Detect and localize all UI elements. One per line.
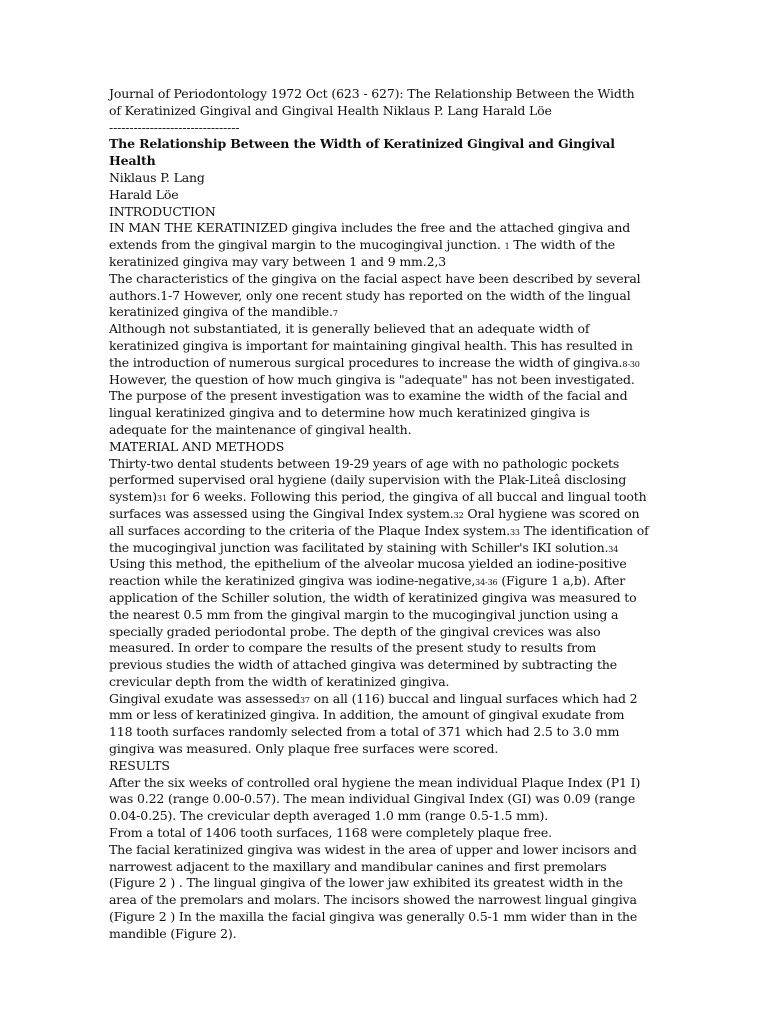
author-2: Harald Löe xyxy=(109,186,179,202)
citation-ref: 37 xyxy=(299,695,310,705)
separator-line: -------------------------------- xyxy=(109,119,240,135)
citation-ref: 34-36 xyxy=(475,578,498,588)
citation-ref: 34 xyxy=(608,544,619,554)
results-paragraph-3: The facial keratinized gingiva was widest in the area of upper and lower incisors and narrowest adjacent to the maxillary and mandibular canines and first premolars (Figure 2 ) . The lingual gingiva of the lower jaw exhibited its greatest width in the area of the premolars and molars. The incisors showed the narrowest lingual gingiva (Figure 2 ) In the maxilla the facial gingiva was generally 0.5-1 mm wider than in the mandible (Figure 2). xyxy=(109,841,638,941)
intro-paragraph-1: IN MAN THE KERATINIZED gingiva includes the free and the attached gingiva and extends from the gingival margin to the mucogingival junction. 1 The width of the keratinized gingiva may vary between 1 and 9 mm.2,3 xyxy=(109,220,631,269)
citation-line-2: of Keratinized Gingival and Gingival Health Niklaus P. Lang Harald Löe xyxy=(109,102,552,118)
citation-ref: 31 xyxy=(157,494,167,504)
author-1: Niklaus P. Lang xyxy=(109,169,205,185)
document-page xyxy=(109,86,649,943)
section-heading-introduction: INTRODUCTION xyxy=(109,203,216,219)
citation-ref: 32 xyxy=(453,510,464,520)
intro-paragraph-2: The characteristics of the gingiva on the facial aspect have been described by several authors.1-7 However, only one recent study has reported on the width of the lingual keratinized gingiva of the mandible.7 xyxy=(109,270,641,320)
results-paragraph-2: From a total of 1406 tooth surfaces, 1168 were completely plaque free. xyxy=(109,825,552,841)
citation-ref: 33 xyxy=(509,527,520,537)
section-heading-methods: MATERIAL AND METHODS xyxy=(109,438,285,454)
methods-paragraph-1: Thirty-two dental students between 19-29 years of age with no pathologic pockets performed supervised oral hygiene (daily supervision with the Plak-Liteâ disclosing system)31 for 6 weeks. Following this period, the gingiva of all buccal and lingual tooth surfaces was assessed using the Gingival Index system.32 Oral hygiene was scored on all surfaces according to the criteria of the Plaque Index system.33 The identification of the mucogingival junction was facilitated by staining with Schiller's IKI solution.34 Using this method, the epithelium of the alveolar mucosa yielded an iodine-positive reaction while the keratinized gingiva was iodine-negative,34-36 (Figure 1 a,b). After application of the Schiller solution, the width of keratinized gingiva was measured to the nearest 0.5 mm from the gingival margin to the mucogingival junction using a specially graded periodontal probe. The depth of the gingival crevices was also measured. In order to compare the results of the present study to results from previous studies the width of attached gingiva was determined by subtracting the crevicular depth from the width of keratinized gingiva. xyxy=(109,455,649,689)
intro-paragraph-3: Although not substantiated, it is generally believed that an adequate width of keratinized gingiva is important for maintaining gingival health. This has resulted in the introduction of numerous surgical procedures to increase the width of gingiva.8-30 xyxy=(109,321,640,370)
citation-ref: 7 xyxy=(332,309,338,319)
citation-ref: 1 xyxy=(504,242,510,252)
intro-paragraph-4: However, the question of how much gingiva is "adequate" has not been investigated. xyxy=(109,371,635,387)
intro-paragraph-5: The purpose of the present investigation was to examine the width of the facial and lingual keratinized gingiva and to determine how much keratinized gingiva is adequate for the maintenance of gingival health. xyxy=(109,388,628,437)
citation-line-1: Journal of Periodontology 1972 Oct (623 - 627): The Relationship Between the Width xyxy=(109,86,635,101)
section-heading-results: RESULTS xyxy=(109,757,170,773)
article-title: The Relationship Between the Width of Keratinized Gingival and Gingival Health xyxy=(109,136,615,169)
methods-paragraph-2: Gingival exudate was assessed37 on all (116) buccal and lingual surfaces which had 2 mm or less of keratinized gingiva. In addition, the amount of gingival exudate from 118 tooth surfaces randomly selected from a total of 371 which had 2.5 to 3.0 mm gingiva was measured. Only plaque free surfaces were scored. xyxy=(109,690,638,757)
citation-ref: 8-30 xyxy=(622,359,640,369)
results-paragraph-1: After the six weeks of controlled oral hygiene the mean individual Plaque Index (P1 I) was 0.22 (range 0.00-0.57). The mean individual Gingival Index (GI) was 0.09 (range 0.04-0.25). The crevicular depth averaged 1.0 mm (range 0.5-1.5 mm). xyxy=(109,774,641,824)
